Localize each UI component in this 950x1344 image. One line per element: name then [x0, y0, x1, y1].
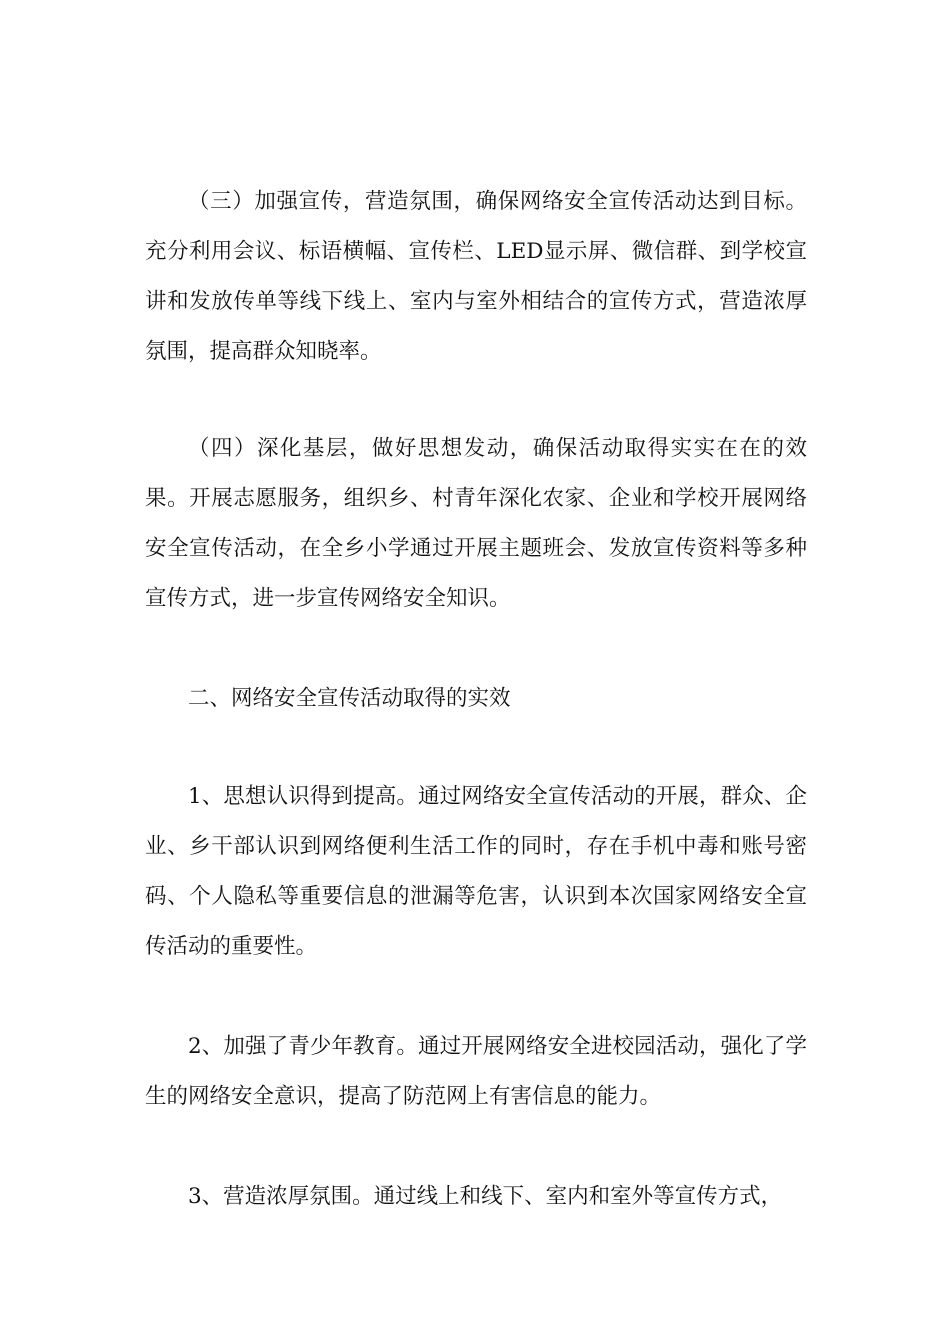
paragraph-result-youth-education: 2、加强了青少年教育。通过开展网络安全进校园活动，强化了学生的网络安全意识，提高了防范网上有害信息的能力。: [145, 1034, 807, 1109]
paragraph-result-atmosphere: 3、营造浓厚氛围。通过线上和线下、室内和室外等宣传方式，: [188, 1184, 783, 1209]
paragraph-grassroots: （四）深化基层，做好思想发动，确保活动取得实实在在的效果。开展志愿服务，组织乡、村青年深化农家、企业和学校开展网络安全宣传活动，在全乡小学通过开展主题班会、发放宣传资料等多种宣传方式，进一步宣传网络安全知识。: [145, 436, 807, 611]
section-heading-results: 二、网络安全宣传活动取得的实效: [188, 686, 511, 711]
paragraph-publicity-atmosphere: （三）加强宣传，营造氛围，确保网络安全宣传活动达到目标。充分利用会议、标语横幅、宣传栏、LED显示屏、微信群、到学校宣讲和发放传单等线下线上、室内与室外相结合的宣传方式，营造浓厚氛围，提高群众知晓率。: [145, 189, 807, 364]
paragraph-result-awareness: 1、思想认识得到提高。通过网络安全宣传活动的开展，群众、企业、乡干部认识到网络便利生活工作的同时，存在手机中毒和账号密码、个人隐私等重要信息的泄漏等危害，认识到本次国家网络安全宣传活动的重要性。: [145, 784, 807, 959]
